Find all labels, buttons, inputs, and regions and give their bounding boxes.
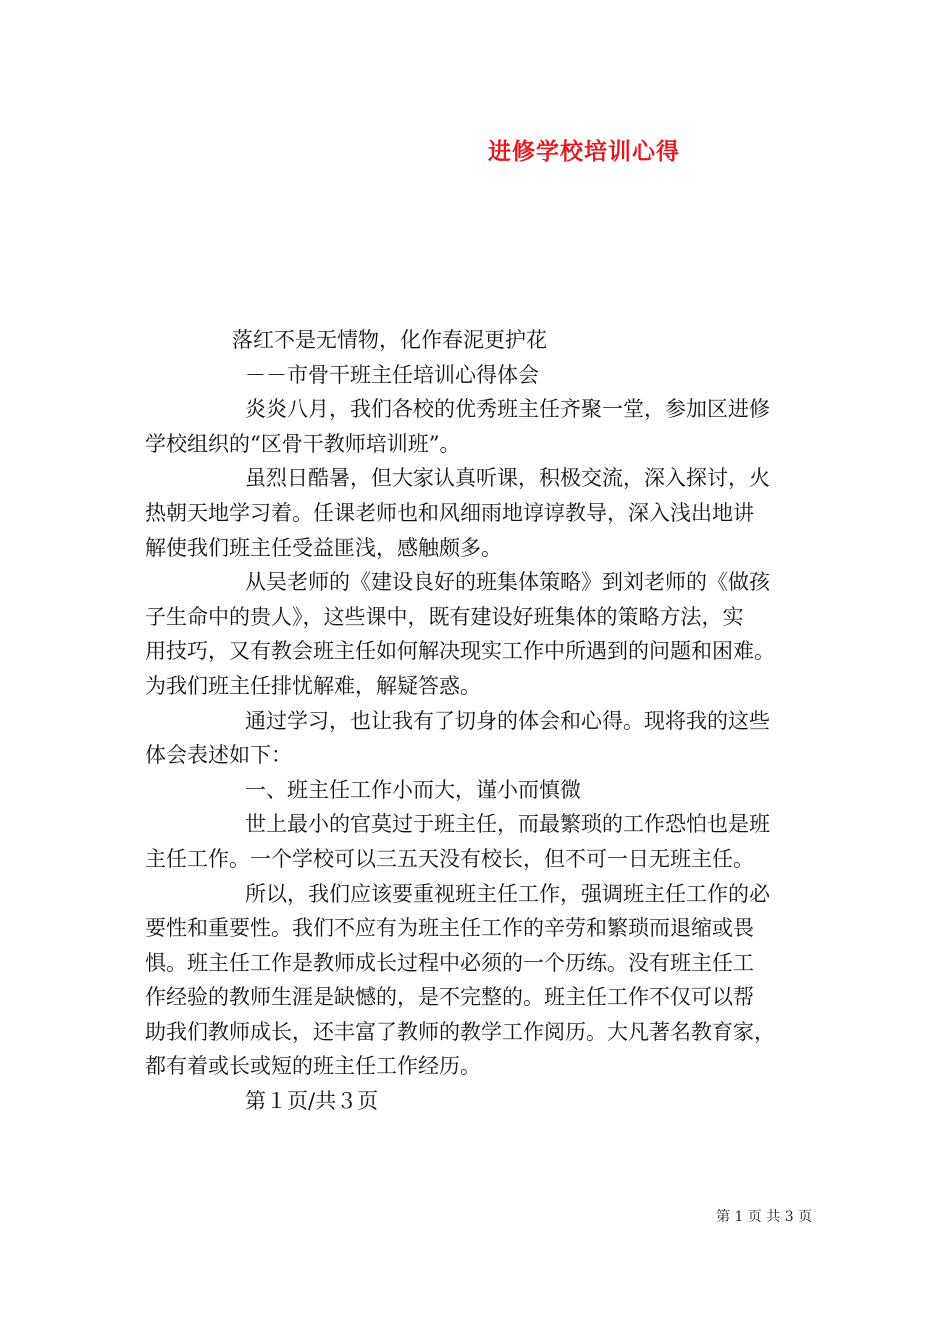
paragraph-line: 子生命中的贵人》，这些课中，既有建设好班集体的策略方法，实 [145, 604, 744, 629]
paragraph-line: 都有着或长或短的班主任工作经历。 [145, 1054, 481, 1079]
paragraph-line: 从吴老师的《建设良好的班集体策略》到刘老师的《做孩 [245, 570, 770, 595]
paragraph-line: 体会表述如下： [145, 743, 292, 768]
paragraph-line: 所以，我们应该要重视班主任工作，强调班主任工作的必 [245, 881, 770, 906]
paragraph-line: 通过学习，也让我有了切身的体会和心得。现将我的这些 [245, 708, 770, 733]
paragraph-line: 世上最小的官莫过于班主任，而最繁琐的工作恐怕也是班 [245, 812, 770, 837]
page-title: 进修学校培训心得 [488, 138, 680, 165]
document-body [145, 323, 813, 1119]
paragraph-line: 助我们教师成长，还丰富了教师的教学工作阅历。大凡著名教育家， [145, 1019, 775, 1044]
paragraph-line: 虽烈日酷暑，但大家认真听课，积极交流，深入探讨，火 [245, 466, 770, 491]
paragraph-line: 作经验的教师生涯是缺憾的，是不完整的。班主任工作不仅可以帮 [145, 985, 754, 1010]
paragraph-line: 学校组织的“区骨干教师培训班”。 [145, 431, 461, 456]
subtitle-line: －－市骨干班主任培训心得体会 [245, 362, 539, 387]
inline-page-number: 第１页/共３页 [245, 1089, 379, 1114]
paragraph-line: 热朝天地学习着。任课老师也和风细雨地谆谆教导，深入浅出地讲 [145, 500, 754, 525]
paragraph-line: 主任工作。一个学校可以三五天没有校长，但不可一日无班主任。 [145, 846, 754, 871]
paragraph-line: 为我们班主任排忧解难，解疑答惑。 [145, 673, 481, 698]
paragraph-line: 要性和重要性。我们不应有为班主任工作的辛劳和繁琐而退缩或畏 [145, 916, 754, 941]
paragraph-line: 惧。班主任工作是教师成长过程中必须的一个历练。没有班主任工 [145, 950, 754, 975]
heading-line: 落红不是无情物，化作春泥更护花 [232, 328, 547, 352]
paragraph-line: 炎炎八月，我们各校的优秀班主任齐聚一堂，参加区进修 [245, 397, 770, 422]
paragraph-line: 用技巧，又有教会班主任如何解决现实工作中所遇到的问题和困难。 [145, 639, 775, 664]
paragraph-line: 解使我们班主任受益匪浅，感触颇多。 [145, 535, 502, 560]
section-heading: 一、班主任工作小而大，谨小而慎微 [245, 777, 581, 802]
page-footer: 第 1 页 共 3 页 [716, 1209, 813, 1225]
